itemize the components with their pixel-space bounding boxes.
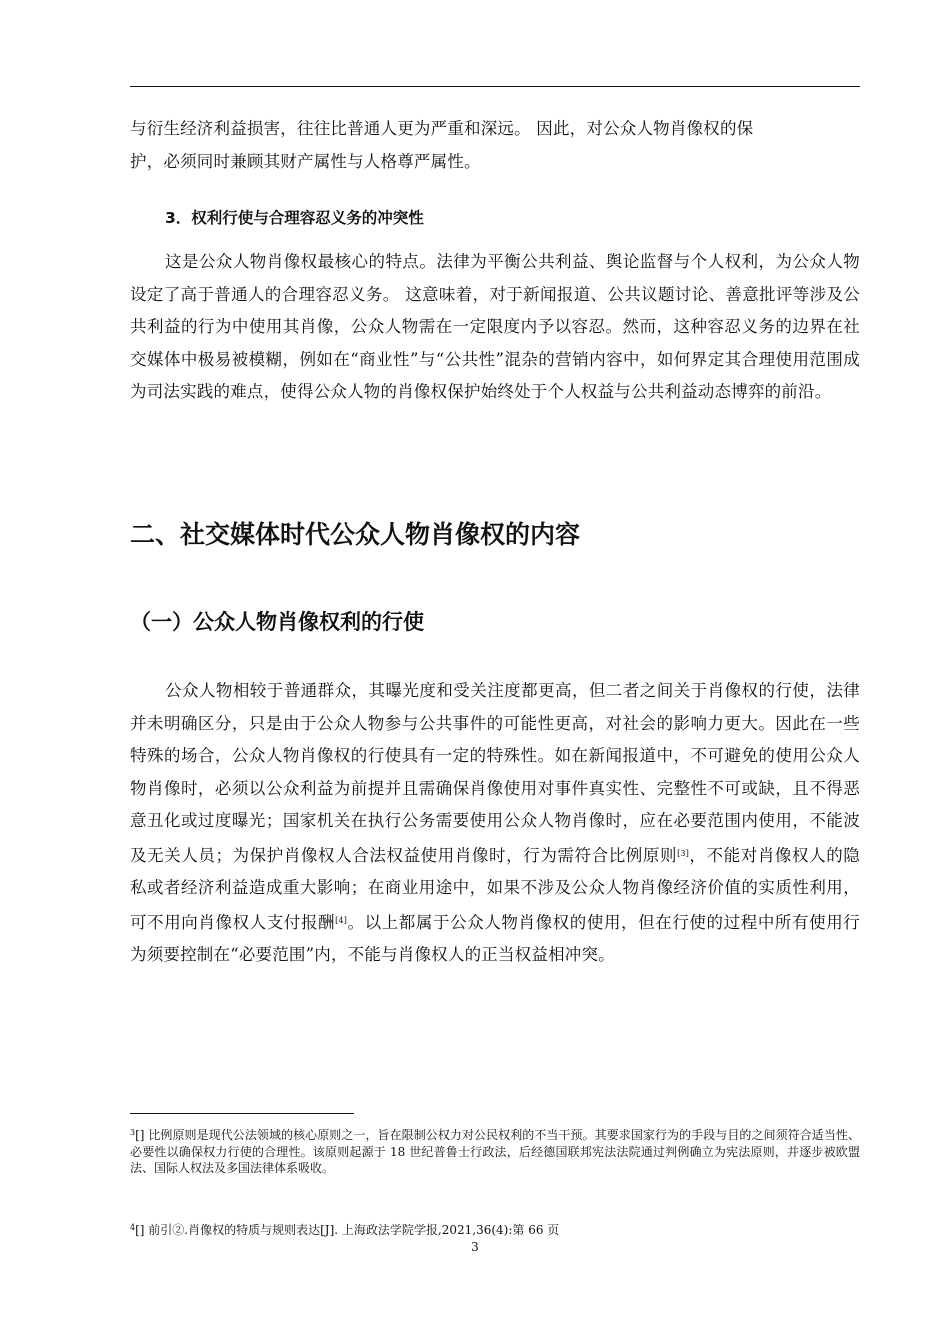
header-rule — [130, 86, 860, 87]
footnote-3 — [130, 1125, 860, 1177]
footnote-3-text: 比例原则是现代公法领域的核心原则之一，旨在限制公权力对公民权利的不当干预。其要求国家行为的手段与目的之间须符合适当性、必要性以确保权力行使的合理性。该原则起源于 18 世纪普鲁士行政法，后经德国联邦宪法法院通过判例确立为宪法原则，并逐步被欧盟法、国际人权法及多国法律体系吸收。 — [130, 1128, 860, 1175]
footnote-ref-4[interactable]: [4] — [335, 915, 348, 925]
footnote-separator — [130, 1113, 354, 1114]
footnote-3-number: 3 — [130, 1128, 136, 1137]
continuation-line-2: 护，必须同时兼顾其财产属性与人格尊严属性。 — [130, 151, 481, 171]
main-paragraph-part-1: 公众人物相较于普通群众，其曝光度和受关注度都更高，但二者之间关于肖像权的行使，法律并未明确区分，只是由于公众人物参与公共事件的可能性更高，对社会的影响力更大。因此在一些特殊的场合，公众人物肖像权的行使具有一定的特殊性。如在新闻报道中，不可避免的使用公众人物肖像时，必须以公众利益为前提并且需确保肖像使用对事件真实性、完整性不可或缺，且不得恶意丑化或过度曝光；国家机关在执行公务需要使用公众人物肖像时，应在必要范围内使用，不能波及无关人员；为保护肖像权人合法权益使用肖像时，行为需符合比例原则 — [130, 681, 860, 865]
page-number: 3 — [471, 1240, 479, 1254]
chapter-title: 二、社交媒体时代公众人物肖像权的内容 — [130, 520, 581, 549]
footnote-ref-3[interactable]: [3] — [677, 848, 690, 858]
footnote-4-text: 前引②.肖像权的特质与规则表达[J]. 上海政法学院学报,2021,36(4):第 66 页 — [148, 1223, 560, 1237]
main-paragraph-part-2: ，不能对肖像权人的隐私或者经济利益造成重大影响；在商业用途中，如果不涉及公众人物肖像经济价值的实质性利用，可不用向肖像权人支付报酬 — [130, 845, 860, 932]
section-title: （一）公众人物肖像权利的行使 — [130, 610, 424, 634]
section-3-heading: 3．权利行使与合理容忍义务的冲突性 — [165, 209, 424, 227]
footnote-4-number: 4 — [130, 1223, 136, 1232]
section-3-paragraph: 这是公众人物肖像权最核心的特点。法律为平衡公共利益、舆论监督与个人权利，为公众人物设定了高于普通人的合理容忍义务。 这意味着，对于新闻报道、公共议题讨论、善意批评等涉及公共利益的行为中使用其肖像，公众人物需在一定限度内予以容忍。然而，这种容忍义务的边界在社交媒体中极易被模糊，例如在“商业性”与“公共性”混杂的营销内容中，如何界定其合理使用范围成为司法实践的难点，使得公众人物的肖像权保护始终处于个人权益与公共利益动态博弈的前沿。 — [130, 252, 860, 401]
footnote-4 — [130, 1220, 860, 1239]
footnote-3-mark: [] — [135, 1128, 145, 1142]
continuation-line-1: 与衍生经济利益损害，往往比普通人更为严重和深远。 因此，对公众人物肖像权的保 — [130, 119, 754, 138]
continuation-paragraph — [130, 113, 860, 178]
footnote-4-mark: [] — [135, 1223, 145, 1237]
main-paragraph-part-3: 。以上都属于公众人物肖像权的使用，但在行使的过程中所有使用行为须要控制在“必要范围”内，不能与肖像权人的正当权益相冲突。 — [130, 912, 861, 964]
main-paragraph — [130, 675, 860, 972]
